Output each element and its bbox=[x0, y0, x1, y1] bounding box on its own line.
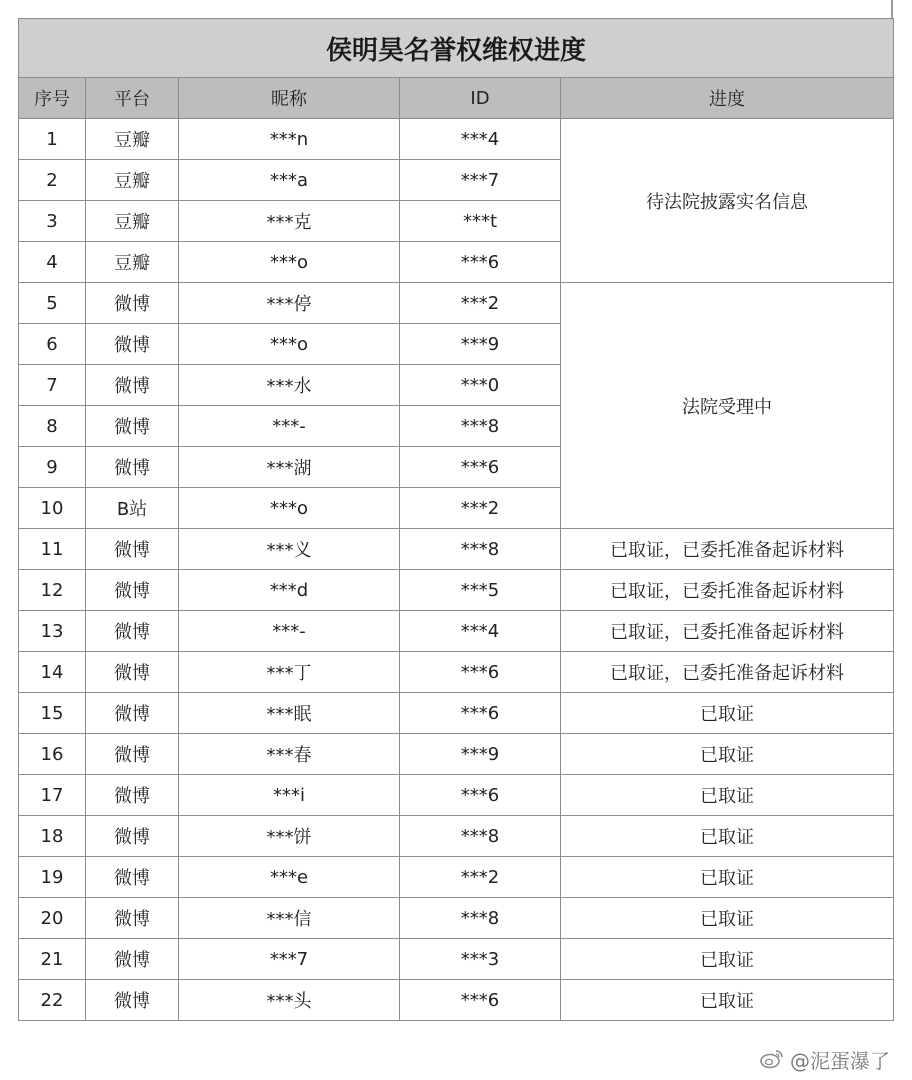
cell-number: 12 bbox=[19, 570, 86, 611]
cell-nickname: ***水 bbox=[179, 365, 400, 406]
cell-id: ***4 bbox=[400, 611, 561, 652]
cell-platform: 微博 bbox=[86, 980, 179, 1021]
cell-id: ***6 bbox=[400, 693, 561, 734]
table-row bbox=[19, 980, 894, 1021]
cell-number: 2 bbox=[19, 160, 86, 201]
cell-nickname: ***丁 bbox=[179, 652, 400, 693]
table-title: 侯明昊名誉权维权进度 bbox=[19, 19, 894, 78]
cell-progress: 已取证，已委托准备起诉材料 bbox=[561, 529, 894, 570]
cell-id: ***9 bbox=[400, 734, 561, 775]
table-row bbox=[19, 898, 894, 939]
cell-platform: 微博 bbox=[86, 529, 179, 570]
table-row bbox=[19, 939, 894, 980]
cell-nickname: ***眠 bbox=[179, 693, 400, 734]
cell-progress: 已取证 bbox=[561, 898, 894, 939]
cell-nickname: ***n bbox=[179, 119, 400, 160]
cell-platform: 豆瓣 bbox=[86, 160, 179, 201]
page-edge-rule bbox=[891, 0, 893, 20]
cell-id: ***8 bbox=[400, 529, 561, 570]
column-header-nickname: 昵称 bbox=[179, 78, 400, 119]
cell-platform: 微博 bbox=[86, 611, 179, 652]
cell-id: ***6 bbox=[400, 242, 561, 283]
table-row bbox=[19, 570, 894, 611]
cell-nickname: ***e bbox=[179, 857, 400, 898]
cell-id: ***8 bbox=[400, 898, 561, 939]
cell-nickname: ***a bbox=[179, 160, 400, 201]
cell-progress: 已取证 bbox=[561, 775, 894, 816]
cell-number: 7 bbox=[19, 365, 86, 406]
cell-id: ***2 bbox=[400, 283, 561, 324]
cell-id: ***3 bbox=[400, 939, 561, 980]
column-header-id: ID bbox=[400, 78, 561, 119]
cell-platform: 微博 bbox=[86, 406, 179, 447]
cell-platform: 豆瓣 bbox=[86, 201, 179, 242]
table-row bbox=[19, 652, 894, 693]
table-row bbox=[19, 119, 894, 160]
cell-platform: 豆瓣 bbox=[86, 242, 179, 283]
cell-platform: 微博 bbox=[86, 447, 179, 488]
cell-number: 16 bbox=[19, 734, 86, 775]
cell-nickname: ***7 bbox=[179, 939, 400, 980]
cell-nickname: ***- bbox=[179, 611, 400, 652]
table-row bbox=[19, 529, 894, 570]
cell-id: ***8 bbox=[400, 816, 561, 857]
cell-platform: 微博 bbox=[86, 324, 179, 365]
cell-platform: 豆瓣 bbox=[86, 119, 179, 160]
table-row bbox=[19, 693, 894, 734]
cell-id: ***6 bbox=[400, 980, 561, 1021]
table-row bbox=[19, 734, 894, 775]
cell-nickname: ***o bbox=[179, 242, 400, 283]
cell-nickname: ***信 bbox=[179, 898, 400, 939]
table-row bbox=[19, 611, 894, 652]
cell-id: ***6 bbox=[400, 775, 561, 816]
cell-id: ***5 bbox=[400, 570, 561, 611]
table-row bbox=[19, 816, 894, 857]
cell-id: ***8 bbox=[400, 406, 561, 447]
cell-platform: 微博 bbox=[86, 857, 179, 898]
cell-number: 22 bbox=[19, 980, 86, 1021]
table-row bbox=[19, 283, 894, 324]
cell-number: 5 bbox=[19, 283, 86, 324]
rights-progress-table bbox=[18, 18, 894, 1021]
cell-progress: 已取证，已委托准备起诉材料 bbox=[561, 611, 894, 652]
cell-id: ***t bbox=[400, 201, 561, 242]
cell-nickname: ***湖 bbox=[179, 447, 400, 488]
table-row bbox=[19, 775, 894, 816]
column-header-progress: 进度 bbox=[561, 78, 894, 119]
cell-number: 19 bbox=[19, 857, 86, 898]
cell-progress: 已取证 bbox=[561, 816, 894, 857]
cell-platform: 微博 bbox=[86, 283, 179, 324]
cell-number: 8 bbox=[19, 406, 86, 447]
cell-platform: 微博 bbox=[86, 939, 179, 980]
cell-id: ***0 bbox=[400, 365, 561, 406]
cell-number: 18 bbox=[19, 816, 86, 857]
cell-number: 11 bbox=[19, 529, 86, 570]
cell-nickname: ***春 bbox=[179, 734, 400, 775]
cell-platform: 微博 bbox=[86, 775, 179, 816]
cell-platform: 微博 bbox=[86, 693, 179, 734]
cell-nickname: ***o bbox=[179, 324, 400, 365]
cell-number: 10 bbox=[19, 488, 86, 529]
cell-number: 15 bbox=[19, 693, 86, 734]
cell-platform: B站 bbox=[86, 488, 179, 529]
watermark-text: @泥蛋瀑了 bbox=[790, 1048, 890, 1073]
weibo-icon bbox=[760, 1049, 784, 1069]
cell-progress: 已取证，已委托准备起诉材料 bbox=[561, 570, 894, 611]
cell-nickname: ***头 bbox=[179, 980, 400, 1021]
cell-id: ***2 bbox=[400, 857, 561, 898]
cell-number: 21 bbox=[19, 939, 86, 980]
watermark bbox=[760, 1044, 890, 1074]
cell-platform: 微博 bbox=[86, 365, 179, 406]
cell-number: 17 bbox=[19, 775, 86, 816]
cell-progress: 已取证 bbox=[561, 693, 894, 734]
column-header-number: 序号 bbox=[19, 78, 86, 119]
cell-progress: 已取证 bbox=[561, 857, 894, 898]
cell-id: ***4 bbox=[400, 119, 561, 160]
cell-id: ***2 bbox=[400, 488, 561, 529]
cell-id: ***6 bbox=[400, 447, 561, 488]
cell-nickname: ***饼 bbox=[179, 816, 400, 857]
cell-platform: 微博 bbox=[86, 734, 179, 775]
cell-progress: 已取证 bbox=[561, 980, 894, 1021]
cell-platform: 微博 bbox=[86, 816, 179, 857]
cell-nickname: ***克 bbox=[179, 201, 400, 242]
cell-nickname: ***d bbox=[179, 570, 400, 611]
cell-id: ***9 bbox=[400, 324, 561, 365]
cell-nickname: ***义 bbox=[179, 529, 400, 570]
cell-progress: 已取证 bbox=[561, 939, 894, 980]
table-row bbox=[19, 857, 894, 898]
cell-id: ***6 bbox=[400, 652, 561, 693]
cell-number: 6 bbox=[19, 324, 86, 365]
cell-platform: 微博 bbox=[86, 652, 179, 693]
cell-id: ***7 bbox=[400, 160, 561, 201]
cell-number: 14 bbox=[19, 652, 86, 693]
cell-number: 9 bbox=[19, 447, 86, 488]
cell-platform: 微博 bbox=[86, 898, 179, 939]
cell-number: 4 bbox=[19, 242, 86, 283]
cell-progress: 已取证 bbox=[561, 734, 894, 775]
column-header-platform: 平台 bbox=[86, 78, 179, 119]
cell-number: 13 bbox=[19, 611, 86, 652]
cell-nickname: ***i bbox=[179, 775, 400, 816]
cell-platform: 微博 bbox=[86, 570, 179, 611]
cell-progress: 已取证，已委托准备起诉材料 bbox=[561, 652, 894, 693]
cell-progress: 法院受理中 bbox=[561, 283, 894, 529]
cell-number: 3 bbox=[19, 201, 86, 242]
cell-nickname: ***停 bbox=[179, 283, 400, 324]
cell-number: 20 bbox=[19, 898, 86, 939]
cell-nickname: ***o bbox=[179, 488, 400, 529]
cell-progress: 待法院披露实名信息 bbox=[561, 119, 894, 283]
cell-nickname: ***- bbox=[179, 406, 400, 447]
cell-number: 1 bbox=[19, 119, 86, 160]
